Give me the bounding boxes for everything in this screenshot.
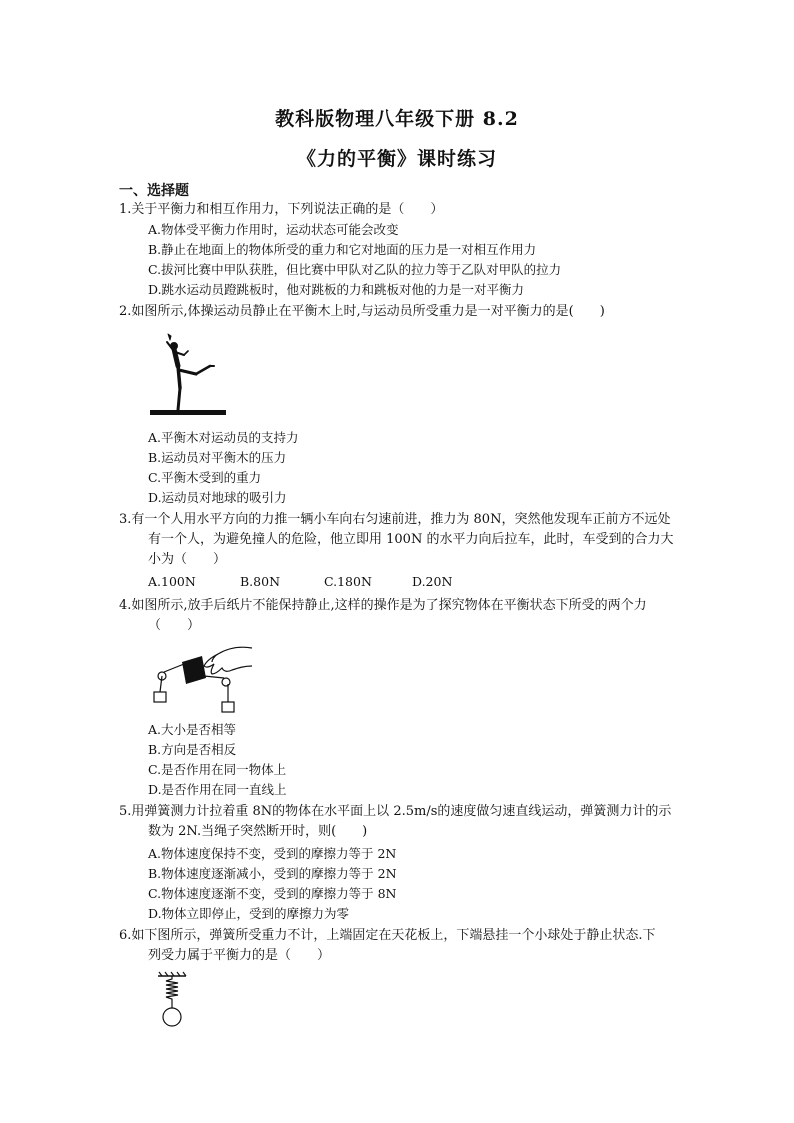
question-1-option-d: D.跳水运动员蹬跳板时，他对跳板的力和跳板对他的力是一对平衡力	[148, 282, 525, 297]
question-4-option-c: C.是否作用在同一物体上	[148, 762, 287, 777]
question-2-option-a: A.平衡木对运动员的支持力	[148, 430, 299, 445]
spring-ball-ceiling-figure	[154, 970, 190, 1028]
question-3-stem: 3.有一个人用水平方向的力推一辆小车向右匀速前进，推力为 80N，突然他发现车正前方不远处	[119, 512, 671, 527]
question-4-stem-line-2: （ ）	[148, 618, 201, 633]
question-2-option-d: D.运动员对地球的吸引力	[148, 490, 287, 505]
question-4-option-a: A.大小是否相等	[148, 722, 237, 737]
question-5-option-d: D.物体立即停止，受到的摩擦力为零	[148, 906, 350, 921]
question-5-stem-line-2: 数为 2N.当绳子突然断开时，则( )	[148, 824, 368, 839]
question-3-options	[148, 572, 452, 592]
question-3-stem-line-3: 小为（ ）	[148, 552, 227, 567]
gymnast-on-balance-beam-figure	[148, 332, 230, 416]
paper-card-pulley-figure	[148, 640, 254, 716]
question-1-stem: 1.关于平衡力和相互作用力，下列说法正确的是（ ）	[119, 202, 444, 217]
question-6-stem: 6.如下图所示，弹簧所受重力不计，上端固定在天花板上，下端悬挂一个小球处于静止状态.下	[119, 928, 656, 943]
question-3-option-d: D.20N	[412, 574, 453, 589]
question-5-option-b: B.物体速度逐渐减小，受到的摩擦力等于 2N	[148, 866, 397, 881]
page-title: 教科版物理八年级下册 8.2	[275, 108, 519, 130]
section-heading: 一、选择题	[119, 183, 189, 199]
question-3-option-c: C.180N	[324, 574, 372, 589]
question-5-stem: 5.用弹簧测力计拉着重 8N的物体在水平面上以 2.5m/s的速度做匀速直线运动，弹簧测力计的示	[119, 804, 672, 819]
question-4-option-b: B.方向是否相反	[148, 742, 237, 757]
question-3-stem-line-2: 有一个人，为避免撞人的危险，他立即用 100N 的水平力向后拉车，此时，车受到的合力大	[148, 532, 674, 547]
question-2-option-c: C.平衡木受到的重力	[148, 470, 262, 485]
question-3-option-a: A.100N	[148, 574, 196, 589]
question-1-option-a: A.物体受平衡力作用时，运动状态可能会改变	[148, 222, 399, 237]
question-4-option-d: D.是否作用在同一直线上	[148, 782, 287, 797]
question-1-option-b: B.静止在地面上的物体所受的重力和它对地面的压力是一对相互作用力	[148, 242, 537, 257]
question-4-stem: 4.如图所示,放手后纸片不能保持静止,这样的操作是为了探究物体在平衡状态下所受的两个力	[119, 598, 647, 613]
question-5-option-c: C.物体速度逐渐不变，受到的摩擦力等于 8N	[148, 886, 397, 901]
question-6-stem-line-2: 列受力属于平衡力的是（ ）	[148, 948, 331, 963]
question-1-option-c: C.拔河比赛中甲队获胜，但比赛中甲队对乙队的拉力等于乙队对甲队的拉力	[148, 262, 562, 277]
page-subtitle: 《力的平衡》课时练习	[296, 148, 497, 170]
question-5-option-a: A.物体速度保持不变，受到的摩擦力等于 2N	[148, 846, 397, 861]
question-2-option-b: B.运动员对平衡木的压力	[148, 450, 287, 465]
question-2-stem: 2.如图所示,体操运动员静止在平衡木上时,与运动员所受重力是一对平衡力的是( )	[119, 304, 605, 319]
question-3-option-b: B.80N	[240, 574, 281, 589]
